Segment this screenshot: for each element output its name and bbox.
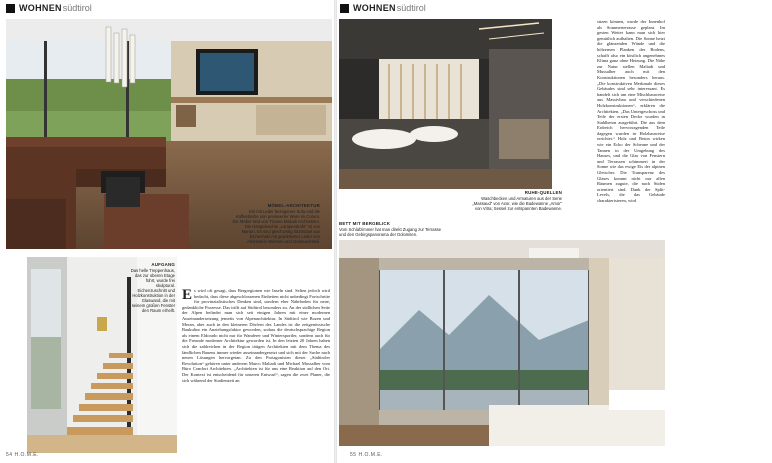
caption-moebel-architektur [232,203,320,244]
article-text: sitzen können, wurde der Innenhof als Sommerterrasse geplant. Im gesten Wetter kann man sich hier gemütlich aufhalten. Die Sonne heizt die glänzenden Wände und die hölzernen Planken des Bodens, schafft also ein köstlich angenehmes Klima ganz ohne Heizung. Die Nähe zur Natur stellen Maliadi und Mussalber auch mit den Konstruktionen besonders heraus. „Die konstruktiven Merkmale dieses Gebäudes sind sehr interessant. Es handelt sich um eine Mischbauweise aus Massivbau und verschiedenen Holzkonstruktionen“, erklären die Architekten. „Das Untergeschoss und Teile der ersten Decke wurden in Stahlbeton ausgeführt. Die aus dem Erdreich hervorragenden Teile dagegen wurden in Holzbauweise errichtet.“ Holz und Beton wirken wie ein Echo der Scheune und der Tannen in der Umgebung des Hauses, und die Glas von Fenstern und Terrassen schimmert in der Sonne wie das ewige Eis der alpinen Gletscher. Die Transparenz des Glases kommt nicht nur allen Räumen zugute, die nach Süden orientiert sind. Dank der Split-Levels, die das Gebäude charakterisieren, wird [597,19,665,203]
article-text: s wird oft gesagt, dass Bergregionen wie Inseln sind. Selten jedoch wird bedacht, dass diese abgeschlossenen Einheiten nicht unbedingt Fortschritte für provinzialistisches Denken sind, sondern eher Nährboden für neue, gedankliche Prozesse. Das trifft auf Südtirol besonders zu. An der südlichen Seite der Alpen befindet man sich seit einigen Jahren mit einer modernen Auseinandersetzung jenseits von Alpenarchitektur. In Südtirol wie Bozen und Meran, aber auch in den kleineren Dörfern des Landes ist die zeitgenössische Baukultur ein Anziehungsfaktor geworden, sodass die deutschsprachige Region als einem Eldorado nicht nur für Wanderer und Wintersportler, sondern auch für die Freunde moderner Architektur geworden ist. In den letzten 20 Jahren haben sich die zahlreichen in der Region tätigen Architekten mit dem Thema des ländlichen Bauens immer wieder auseinandergesetzt und sich mit der Suche nach neuen Lösungen hervorgetan. Zu den Protagonisten dieser „Südtiroler Revolution“ gehören unter anderem Marco Maliadi und Michael Mussalber vom Büro Comfort Architekten. „Architekten ist für uns eine Reaktion auf den Ort. Der Kontext ist entscheidend für unseren Entwurf“, sagen die zwei Planer, die sich während der Studienzeit an [182,288,330,383]
section-region: südtirol [62,3,92,13]
caption-bett-mit-bergblick [339,221,449,237]
caption-text: Waschbecken und Armaturen aus der Serie „Massaud“ von Axor, wie die Badewanne „Amor“ von Vitra; Sessel zur entspannten Badewanne. [472,196,562,211]
left-page-header [6,3,92,13]
right-page [337,0,667,463]
bathroom-image [339,19,552,189]
article-column-2 [597,19,665,204]
bedroom-image [339,240,665,446]
caption-heading: AUFGANG [151,262,175,267]
article-column-1 [182,288,330,383]
bathroom-photo [339,19,552,189]
folio-left: 54 H.O.M.E. [6,452,40,458]
section-title: WOHNEN [353,3,396,13]
caption-ruhe-quellen [472,190,562,211]
folio-right: 55 H.O.M.E. [350,452,384,458]
caption-text: Das helle Treppenhaus, das zur oberen Etage führt, wurde frei skulptural. Eichenzuschnitt und Holzkonstruktion in der Glaswand, die mit seinem großen Fenster den Raum erhellt. [130,268,175,313]
right-page-header [340,3,426,13]
bedroom-photo [339,240,665,446]
caption-text: Ein mit Leder bezogenes Sofa und die Kaffeetische von preiswerter Ware im Corum. Die Möbel sind von Tiziano Maliadi Architekten. Die Hängeleuchte „Lampendraht“ ist von Marum. Es sind gleichzeitig Sitzmöbel aus Eichenholz mit gepolsterter Leder von Ahornstein Wohnen und Gebrauchsteil. [232,209,320,244]
caption-heading: MÖBEL-ARCHITEKTUR [267,203,320,208]
section-title: WOHNEN [19,3,62,13]
section-region: südtirol [396,3,426,13]
caption-heading: RUHE-QUELLEN [524,190,562,195]
left-page [0,0,335,463]
caption-text: Vom Schlafzimmer hat man direkt Zugang zur Terrasse und den Gebirgspanorama der Dolomiten. [339,227,442,237]
caption-heading: BETT MIT BERGBLICK [339,221,391,226]
section-marker-icon [340,4,349,13]
drop-cap: E [182,287,193,303]
caption-aufgang [130,262,175,313]
section-marker-icon [6,4,15,13]
